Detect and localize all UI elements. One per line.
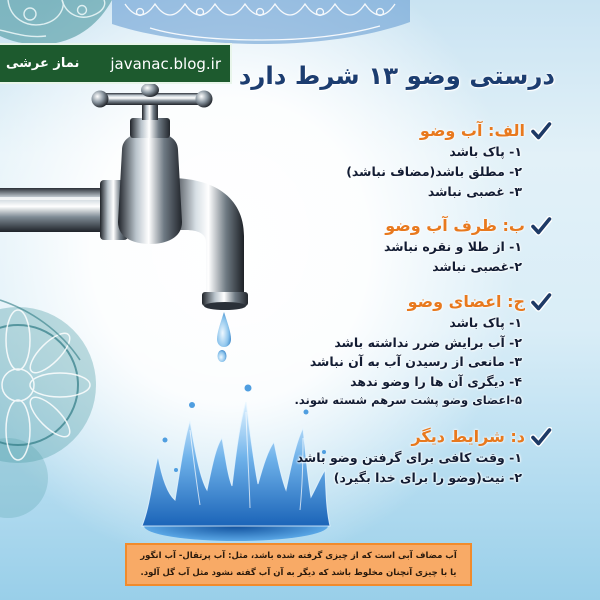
list-item: ۱- پاک باشد [449, 315, 522, 330]
list-item: ۴- دیگری آن ها را وضو ندهد [350, 373, 522, 389]
section-header [292, 291, 552, 313]
section-heading: ج: اعضای وضو [407, 292, 525, 311]
list-item: ۳- غصبی نباشد [427, 184, 522, 199]
section-limbs [292, 291, 552, 411]
arabesque-side-ornament [0, 300, 96, 518]
check-mark-icon [530, 427, 552, 447]
water-drop [217, 312, 231, 362]
footnote-line: یا با چیزی آنچنان مخلوط باشد که دیگر به آن آب گفته نشود مثل آب گل آلود. [140, 568, 457, 578]
check-mark-icon [530, 292, 552, 312]
condition-list [292, 313, 552, 411]
section-vessel [292, 215, 552, 277]
section-heading: الف: آب وضو [419, 121, 525, 140]
footnote-box [125, 543, 472, 586]
section-header [292, 120, 552, 142]
list-item: ۱- وقت کافی برای گرفتن وضو باشد [296, 450, 522, 465]
condition-list [292, 142, 552, 202]
condition-list [292, 448, 552, 488]
footnote-line: آب مضاف آبی است که از چیزی گرفته شده باشد، مثل: آب پرتقال- آب انگور [140, 551, 457, 561]
list-item: ۲- مطلق باشد(مضاف نباشد) [346, 164, 522, 179]
list-item: ۲- نیت(وضو را برای خدا بگیرد) [333, 470, 522, 485]
faucet-illustration [0, 83, 248, 310]
site-url: javanac.blog.ir [110, 54, 221, 73]
list-item: ۵-اعضای وضو پشت سرهم شسته شوند. [294, 393, 522, 407]
section-water [292, 120, 552, 202]
list-item: ۲- آب برایش ضرر نداشته باشد [334, 334, 522, 350]
site-banner [0, 43, 232, 84]
arabesque-top-ornament [112, 0, 410, 44]
section-heading: د: شرایط دیگر [411, 427, 525, 446]
arabesque-corner-ornament [0, 0, 112, 45]
list-item: ۳- مانعی از رسیدن آب به آن نباشد [309, 354, 522, 369]
check-mark-icon [530, 216, 552, 236]
section-other-conditions [292, 426, 552, 488]
section-header [292, 426, 552, 448]
list-item: ۲-غصبی نباشد [432, 259, 522, 274]
section-header [292, 215, 552, 237]
site-brand: نماز عرشی [6, 56, 80, 71]
check-mark-icon [530, 121, 552, 141]
list-item: ۱- از طلا و نقره نباشد [384, 239, 522, 254]
condition-list [292, 237, 552, 277]
page-title: درستی وضو ۱۳ شرط دارد [238, 61, 555, 90]
section-heading: ب: ظرف آب وضو [385, 216, 525, 235]
list-item: ۱- پاک باشد [449, 144, 522, 159]
